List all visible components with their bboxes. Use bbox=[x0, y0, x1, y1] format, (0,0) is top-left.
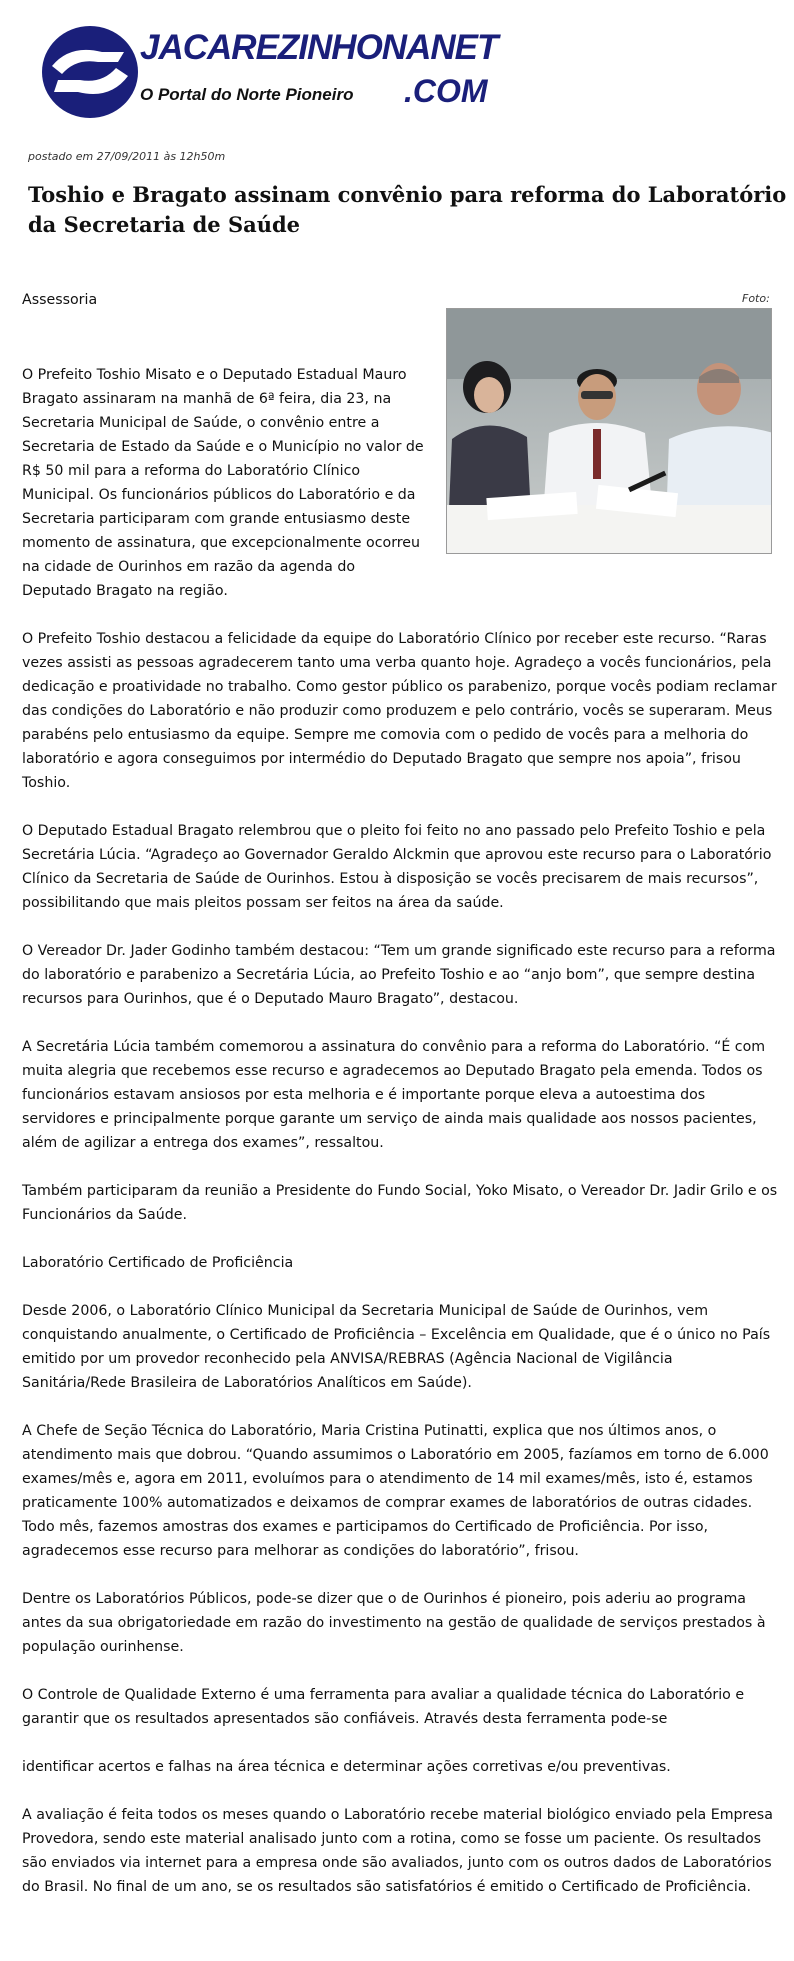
article-paragraph: A avaliação é feita todos os meses quando o Laboratório recebe material biológico enviado pela Empresa Provedora, sendo este material analisado junto com a rotina, como se fosse um paciente. Os resultados são enviados via internet para a empresa onde são avaliados, junto com os outros dados de Laboratórios do Brasil. No final de um ano, se os resultados são satisfatórios é emitido o Certificado de Proficiência. bbox=[22, 1807, 773, 1895]
section-heading: Laboratório Certificado de Proficiência bbox=[22, 1255, 294, 1271]
site-tagline: O Portal do Norte Pioneiro bbox=[140, 85, 354, 104]
article-paragraph: O Prefeito Toshio destacou a felicidade da equipe do Laboratório Clínico por receber este recurso. “Raras vezes assisti as pessoas agradecerem tanto uma verba quanto hoje. Agradeço a vocês funcionários, pela dedicação e proatividade no trabalho. Como gestor público os parabenizo, porque vocês podiam reclamar das condições do Laboratório e não produzir como produzem e pelo contrário, vocês se superaram. Meus parabéns pelo entusiasmo da equipe. Sempre me comovia com o pedido de vocês para a melhoria do laboratório e agora conseguimos por intermédio do Deputado Bragato que sempre nos apoia”, frisou Toshio. bbox=[22, 631, 777, 791]
site-header bbox=[0, 0, 794, 135]
article-paragraph: identificar acertos e falhas na área técnica e determinar ações corretivas e/ou preventivas. bbox=[22, 1759, 671, 1775]
post-date: postado em 27/09/2011 às 12h50m bbox=[28, 150, 226, 163]
article-paragraph: Dentre os Laboratórios Públicos, pode-se dizer que o de Ourinhos é pioneiro, pois aderiu ao programa antes da sua obrigatoriedade em razão do investimento na gestão de qualidade de serviços prestados à população ourinhense. bbox=[22, 1591, 766, 1655]
article-body bbox=[22, 363, 778, 1923]
article-paragraph: A Chefe de Seção Técnica do Laboratório, Maria Cristina Putinatti, explica que nos últimos anos, o atendimento mais que dobrou. “Quando assumimos o Laboratório em 2005, fazíamos em torno de 6.000 exames/mês e, agora em 2011, evoluímos para o atendimento de 14 mil exames/mês, isto é, estamos praticamente 100% automatizados e deixamos de comprar exames de laboratórios de outras cidades. Todo mês, fazemos amostras dos exames e participamos do Certificado de Proficiência. Por isso, agradecemos esse recurso para melhorar as condições do laboratório”, frisou. bbox=[22, 1423, 769, 1559]
site-logo-title[interactable]: JACAREZINHONANET bbox=[140, 28, 498, 67]
logo-emblem-icon[interactable] bbox=[40, 22, 140, 122]
article-paragraph: O Deputado Estadual Bragato relembrou que o pleito foi feito no ano passado pelo Prefeito Toshio e pela Secretária Lúcia. “Agradeço ao Governador Geraldo Alckmin que aprovou este recurso para o Laboratório Clínico da Secretaria de Saúde de Ourinhos. Estou à disposição se vocês precisarem de mais recursos”, possibilitando que mais pleitos possam ser feitos na área da saúde. bbox=[22, 823, 772, 911]
article-paragraph: Desde 2006, o Laboratório Clínico Municipal da Secretaria Municipal de Saúde de Ourinhos, vem conquistando anualmente, o Certificado de Proficiência – Excelência em Qualidade, que é o único no País emitido por um provedor reconhecido pela ANVISA/REBRAS (Agência Nacional de Vigilância Sanitária/Rede Brasileira de Laboratórios Analíticos em Saúde). bbox=[22, 1303, 771, 1391]
article-paragraph: O Controle de Qualidade Externo é uma ferramenta para avaliar a qualidade técnica do Laboratório e garantir que os resultados apresentados são confiáveis. Através desta ferramenta pode-se bbox=[22, 1687, 745, 1727]
article-paragraph: Também participaram da reunião a Presidente do Fundo Social, Yoko Misato, o Vereador Dr. Jadir Grilo e os Funcionários da Saúde. bbox=[22, 1183, 778, 1223]
photo-caption: Foto: bbox=[742, 292, 770, 305]
article-author: Assessoria bbox=[22, 292, 98, 308]
article-paragraph: O Vereador Dr. Jader Godinho também destacou: “Tem um grande significado este recurso para a reforma do laboratório e parabenizo a Secretária Lúcia, ao Prefeito Toshio e ao “anjo bom”, que sempre destina recursos para Ourinhos, que é o Deputado Mauro Bragato”, destacou. bbox=[22, 943, 776, 1007]
article-paragraph: O Prefeito Toshio Misato e o Deputado Estadual Mauro Bragato assinaram na manhã de 6ª feira, dia 23, na Secretaria Municipal de Saúde, o convênio entre a Secretaria de Estado da Saúde e o Município no valor de R$ 50 mil para a reforma do Laboratório Clínico Municipal. Os funcionários públicos do Laboratório e da Secretaria participaram com grande entusiasmo deste momento de assinatura, que excepcionalmente ocorreu na cidade de Ourinhos em razão da agenda do Deputado Bragato na região. bbox=[22, 367, 424, 599]
article-paragraph: A Secretária Lúcia também comemorou a assinatura do convênio para a reforma do Laboratório. “É com muita alegria que recebemos esse recurso e agradecemos ao Deputado Bragato pela emenda. Todos os funcionários estavam ansiosos por esta melhoria e é importante porque eleva a autoestima dos servidores e principalmente porque garante um serviço de ainda mais qualidade aos nossos pacientes, além de agilizar a entrega dos exames”, ressaltou. bbox=[22, 1039, 766, 1151]
article-title: Toshio e Bragato assinam convênio para reforma do Laboratório da Secretaria de Saúde bbox=[28, 182, 787, 237]
site-logo-domain[interactable]: .COM bbox=[404, 73, 488, 109]
